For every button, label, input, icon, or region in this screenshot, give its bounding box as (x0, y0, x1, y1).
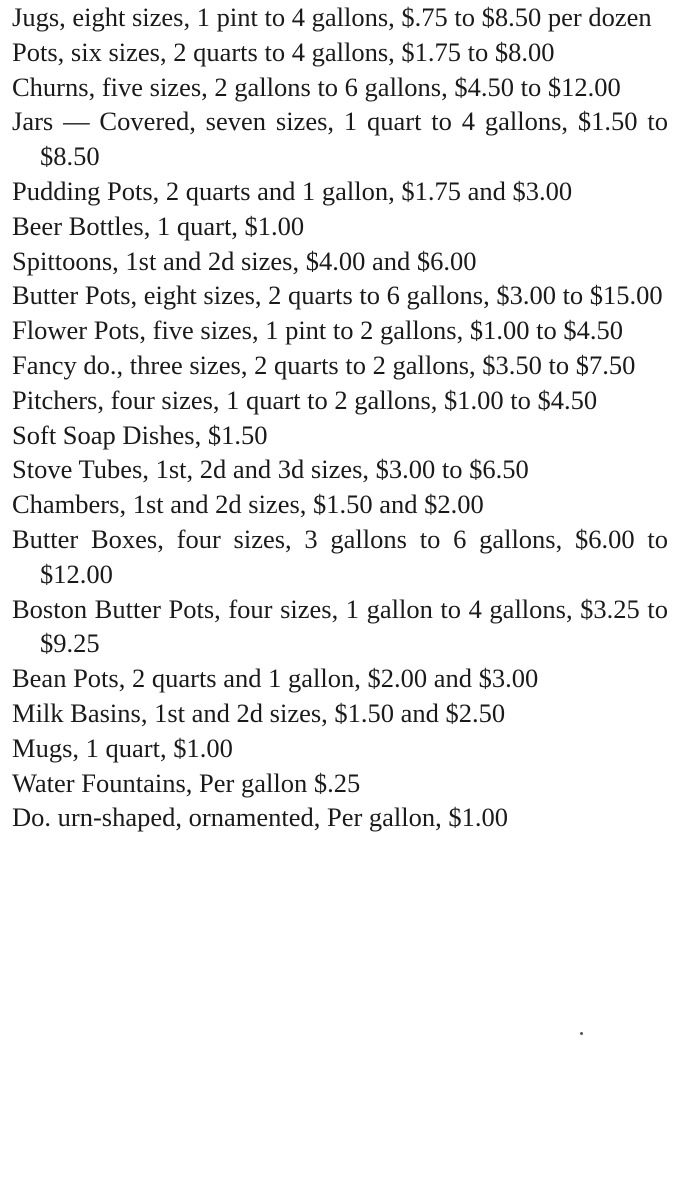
list-item: Do. urn-shaped, ornamented, Per gallon, $1.00 (12, 802, 509, 833)
list-item: Flower Pots, five sizes, 1 pint to 2 gallons, $1.00 to $4.50 (12, 315, 623, 346)
list-item: Milk Basins, 1st and 2d sizes, $1.50 and $2.50 (12, 697, 506, 728)
list-item: Chambers, 1st and 2d sizes, $1.50 and $2.00 (12, 489, 484, 520)
list-item: Bean Pots, 2 quarts and 1 gallon, $2.00 and $3.00 (12, 663, 539, 694)
price-list (12, 0, 668, 835)
list-item: Fancy do., three sizes, 2 quarts to 2 gallons, $3.50 to $7.50 (12, 349, 636, 380)
list-item: Mugs, 1 quart, $1.00 (12, 732, 233, 763)
list-item: Butter Boxes, four sizes, 3 gallons to 6 gallons, $6.00 to $12.00 (12, 523, 668, 589)
list-item: Churns, five sizes, 2 gallons to 6 gallons, $4.50 to $12.00 (12, 71, 621, 102)
print-speck (580, 1032, 583, 1035)
list-item: Spittoons, 1st and 2d sizes, $4.00 and $6.00 (12, 245, 477, 276)
list-item: Jugs, eight sizes, 1 pint to 4 gallons, $.75 to $8.50 per dozen (12, 2, 652, 32)
list-item: Stove Tubes, 1st, 2d and 3d sizes, $3.00 to $6.50 (12, 454, 529, 485)
list-item: Beer Bottles, 1 quart, $1.00 (12, 210, 305, 241)
list-item: Boston Butter Pots, four sizes, 1 gallon to 4 gallons, $3.25 to $9.25 (12, 593, 668, 659)
list-item: Pudding Pots, 2 quarts and 1 gallon, $1.75 and $3.00 (12, 175, 573, 206)
list-item: Butter Pots, eight sizes, 2 quarts to 6 gallons, $3.00 to $15.00 (12, 280, 663, 311)
list-item: Jars — Covered, seven sizes, 1 quart to 4 gallons, $1.50 to $8.50 (12, 106, 668, 172)
list-item: Soft Soap Dishes, $1.50 (12, 419, 268, 450)
list-item: Water Fountains, Per gallon $.25 (12, 767, 361, 798)
list-item: Pitchers, four sizes, 1 quart to 2 gallons, $1.00 to $4.50 (12, 384, 598, 415)
list-item: Pots, six sizes, 2 quarts to 4 gallons, $1.75 to $8.00 (12, 36, 555, 67)
